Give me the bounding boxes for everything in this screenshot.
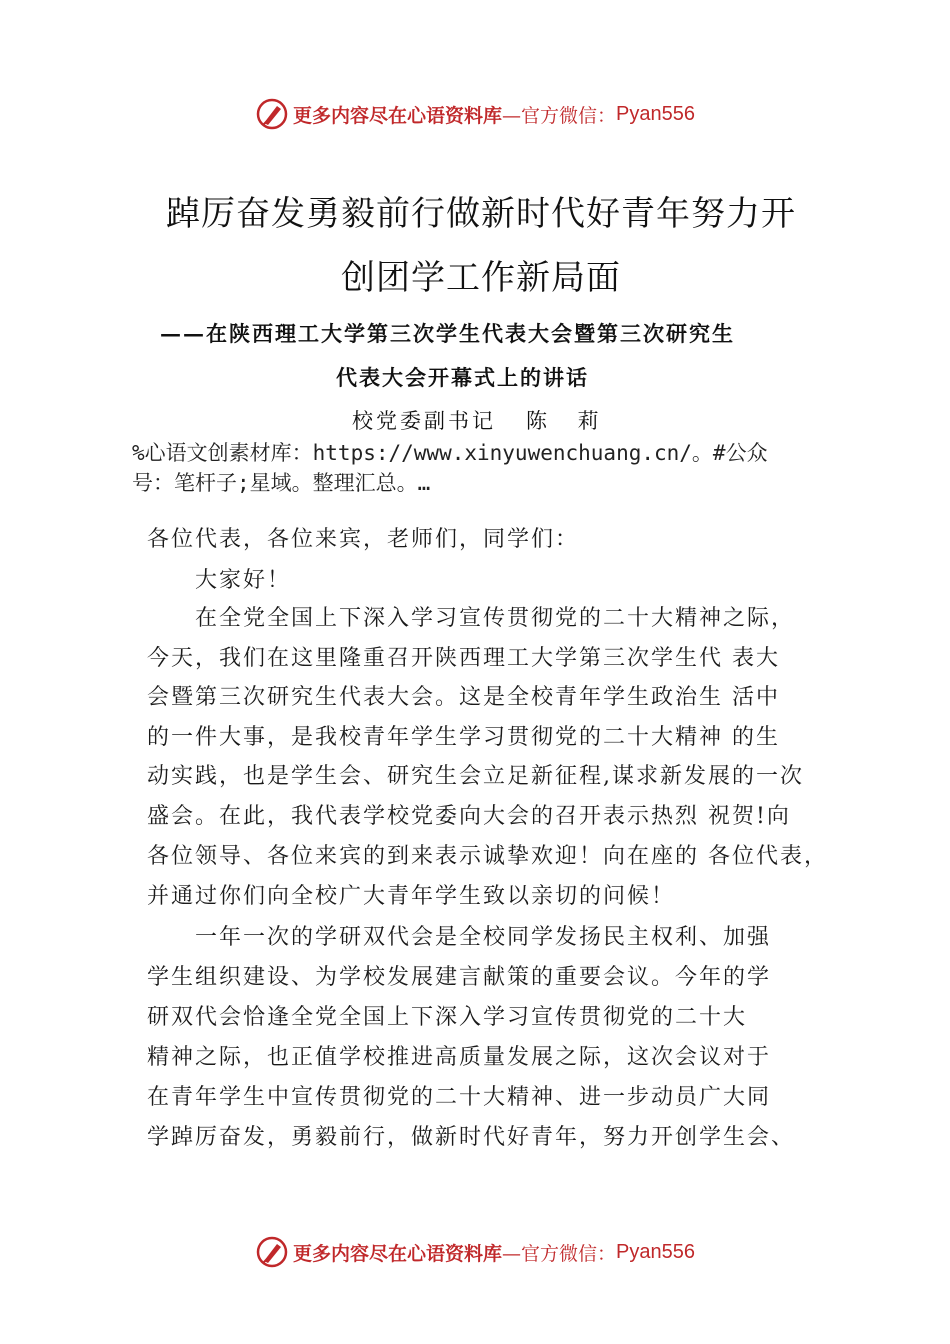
banner-wechat-id: Pyan556 (616, 1240, 695, 1263)
author-role: 校党委副书记 (352, 409, 496, 433)
body-line: 动实践，也是学生会、研究生会立足新征程,谋求新发展的一次 (147, 764, 804, 789)
body-line: 盛会。在此，我代表学校党委向大会的召开表示热烈 祝贺!向 (147, 804, 791, 829)
footer-banner (0, 1232, 950, 1272)
source-note-line-2: 号：笔杆子;星域。整理汇总。… (132, 471, 431, 495)
body-line: 精神之际，也正值学校推进高质量发展之际，这次会议对于 (147, 1045, 772, 1070)
body-line: 在青年学生中宣传贯彻党的二十大精神、进一步动员广大同 (147, 1085, 772, 1110)
body-line: 大家好！ (147, 568, 292, 593)
body-line: 各位代表，各位来宾，老师们，同学们： (147, 527, 580, 552)
banner-wechat-id: Pyan556 (616, 102, 695, 125)
author-line (352, 405, 611, 435)
quill-logo-icon (255, 1235, 289, 1269)
body-line: 学踔厉奋发，勇毅前行，做新时代好青年，努力开创学生会、 (147, 1125, 796, 1150)
author-name: 陈 莉 (526, 409, 611, 433)
banner-main-text: 更多内容尽在心语资料库 (293, 1242, 503, 1265)
body-line: 研双代会恰逢全党全国上下深入学习宣传贯彻党的二十大 (147, 1005, 748, 1030)
subtitle-line-2: 代表大会开幕式上的讲话 (336, 365, 589, 390)
body-line: 今天，我们在这里隆重召开陕西理工大学第三次学生代 表大 (147, 646, 780, 671)
quill-logo-icon (255, 97, 289, 131)
subtitle-line-1: ——在陕西理工大学第三次学生代表大会暨第三次研究生 (160, 321, 735, 346)
page-title-line-1: 踔厉奋发勇毅前行做新时代好青年努力开 (166, 194, 796, 234)
body-line: 的一件大事，是我校青年学生学习贯彻党的二十大精神 的生 (147, 725, 780, 750)
body-line: 学生组织建设、为学校发展建言献策的重要会议。今年的学 (147, 965, 772, 990)
banner-main-text: 更多内容尽在心语资料库 (293, 104, 503, 127)
page-title-line-2: 创团学工作新局面 (341, 258, 621, 298)
body-line: 各位领导、各位来宾的到来表示诚挚欢迎！向在座的 各位代表， (147, 844, 828, 869)
source-note-line-1: %心语文创素材库：https://www.xinyuwenchuang.cn/。#公众 (132, 441, 768, 465)
body-line: 并通过你们向全校广大青年学生致以亲切的问候！ (147, 884, 676, 909)
banner-sub-text: —官方微信： (502, 104, 617, 127)
banner-sub-text: —官方微信： (502, 1242, 617, 1265)
body-line: 一年一次的学研双代会是全校同学发扬民主权利、加强 (147, 925, 772, 950)
header-banner (0, 94, 950, 134)
body-line: 会暨第三次研究生代表大会。这是全校青年学生政治生 活中 (147, 685, 780, 710)
body-line: 在全党全国上下深入学习宣传贯彻党的二十大精神之际， (147, 606, 796, 631)
